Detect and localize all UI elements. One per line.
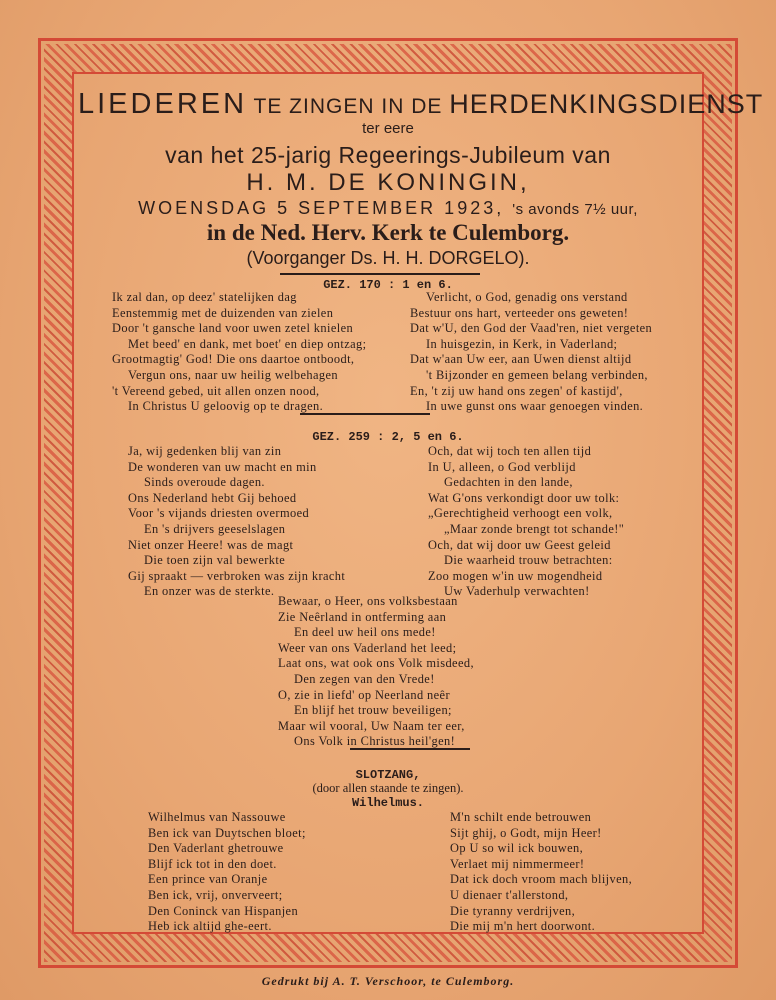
koningin-line: H. M. DE KONINGIN, [246, 169, 530, 196]
verse-line: In uwe gunst ons waar genoegen vinden. [426, 399, 644, 414]
verse-line: Ben ick, vrij, onverveert; [148, 887, 283, 902]
church-line: in de Ned. Herv. Kerk te Culemborg. [206, 220, 570, 245]
divider-rule [300, 413, 430, 415]
gez1-heading: GEZ. 170 : 1 en 6. [323, 278, 453, 292]
verse-line: Niet onzer Heere! was de magt [128, 537, 294, 552]
verse-line: Blijf ick tot in den doet. [148, 856, 277, 871]
verse-line: M'n schilt ende betrouwen [450, 810, 592, 824]
verse-line: Ons Volk in Christus heil'gen! [294, 734, 456, 749]
divider-rule [280, 273, 480, 275]
verse-line: En deel uw heil ons mede! [294, 625, 436, 640]
wilhelmus-left-verse [148, 810, 306, 935]
voorganger-line: (Voorganger Ds. H. H. DORGELO). [246, 248, 530, 268]
verse-line: Gij spraakt — verbroken was zijn kracht [128, 568, 346, 583]
verse-line: In Christus U geloovig op te dragen. [128, 399, 324, 414]
gez1-left-verse [112, 290, 366, 415]
verse-line: Met beed' en dank, met boet' en diep ontzag; [128, 336, 367, 351]
verse-line: „Gerechtigheid verhoogt een volk, [428, 506, 613, 521]
verse-line: In U, alleen, o God verblijd [428, 459, 576, 474]
verse-line: 't Bijzonder en gemeen belang verbinden, [426, 367, 648, 382]
wilhelmus-right-verse [450, 810, 632, 935]
verse-line: Uw Vaderhulp verwachten! [444, 584, 590, 599]
ter-eere: ter eere [362, 120, 414, 137]
verse-line: Die mij m'n hert doorwont. [450, 919, 596, 934]
verse-line: Den Vaderlant ghetrouwe [148, 841, 284, 856]
date-text: WOENSDAG 5 SEPTEMBER 1923, [138, 198, 505, 218]
verse-line: In huisgezin, in Kerk, in Vaderland; [426, 336, 618, 351]
verse-line: Een prince van Oranje [148, 872, 268, 887]
verse-line: Op U so wil ick bouwen, [450, 841, 584, 856]
title-word-herdenkingsdienst: HERDENKINGSDIENST [449, 89, 764, 119]
jubileum-line: van het 25-jarig Regeerings-Jubileum van [165, 142, 611, 168]
gez2-left-verse [128, 444, 345, 600]
song-title: Wilhelmus. [351, 796, 424, 810]
verse-line: Wilhelmus van Nassouwe [148, 810, 286, 824]
verse-line: Die tyranny verdrijven, [450, 903, 576, 918]
verse-line: En onzer was de sterkte. [144, 584, 275, 599]
verse-line: Die toen zijn val bewerkte [144, 553, 286, 568]
verse-line: O, zie in liefd' op Neerland neêr [278, 687, 450, 702]
verse-line: Heb ick altijd ghe-eert. [148, 919, 272, 934]
verse-line: Zoo mogen w'in uw mogendheid [428, 568, 603, 583]
verse-line: Ja, wij gedenken blij van zin [128, 444, 282, 458]
verse-line: En 's drijvers geeselslagen [144, 521, 286, 536]
verse-line: En blijf het trouw beveiligen; [294, 703, 452, 718]
verse-line: „Maar zonde brengt tot schande!" [444, 521, 625, 536]
verse-line: Door 't gansche land voor uwen zetel knielen [112, 321, 354, 336]
title-middle: TE ZINGEN IN DE [253, 95, 443, 118]
verse-line: Bewaar, o Heer, ons volksbestaan [278, 594, 458, 608]
verse-line: Zie Neêrland in ontferming aan [278, 609, 447, 624]
verse-line: Eenstemmig met de duizenden van zielen [112, 305, 334, 320]
verse-line: En, 't zij uw hand ons zegen' of kastijd', [410, 383, 623, 398]
date-line [78, 198, 698, 219]
title-word-liederen: LIEDEREN [78, 88, 248, 120]
verse-line: Och, dat wij door uw Geest geleid [428, 537, 611, 552]
verse-line: Dat ick doch vroom mach blijven, [450, 872, 633, 887]
divider-rule [350, 748, 470, 750]
verse-line: U dienaer t'allerstond, [450, 887, 569, 902]
verse-line: Wat G'ons verkondigt door uw tolk: [428, 490, 620, 505]
verse-line: Grootmagtig' God! Die ons daartoe ontboodt, [112, 352, 355, 367]
gez1-right-verse [410, 290, 652, 415]
verse-line: Den Coninck van Hispanjen [148, 903, 299, 918]
verse-line: Weer van ons Vaderland het leed; [278, 640, 457, 655]
verse-line: Den zegen van den Vrede! [294, 671, 435, 686]
verse-line: Die waarheid trouw betrachten: [444, 553, 613, 568]
verse-line: Sijt ghij, o Godt, mijn Heer! [450, 825, 602, 840]
verse-line: Gedachten in den lande, [444, 475, 573, 490]
gez2-heading: GEZ. 259 : 2, 5 en 6. [312, 430, 464, 444]
verse-line: Verlaet mij nimmermeer! [450, 856, 585, 871]
verse-line: Dat w'aan Uw eer, aan Uwen dienst altijd [410, 352, 632, 367]
verse-line: Sinds overoude dagen. [144, 475, 265, 490]
verse-line: Ben ick van Duytschen bloet; [148, 825, 306, 840]
verse-line: Maar wil vooral, Uw Naam ter eer, [278, 718, 465, 733]
slotzang-heading: SLOTZANG, [355, 768, 421, 782]
gez2-right-verse [428, 444, 624, 600]
verse-line: Dat w'U, den God der Vaad'ren, niet vergeten [410, 321, 653, 336]
verse-line: Ons Nederland hebt Gij behoed [128, 490, 297, 505]
verse-line: Voor 's vijands driesten overmoed [128, 506, 310, 521]
verse-line: Ik zal dan, op deez' statelijken dag [112, 290, 297, 304]
verse-line: Och, dat wij toch ten allen tijd [428, 444, 592, 458]
verse-line: Verlicht, o God, genadig ons verstand [426, 290, 628, 304]
printer-credit: Gedrukt bij A. T. Verschoor, te Culemborg. [261, 974, 515, 988]
time-text: 's avonds 7½ uur, [512, 201, 638, 218]
main-title [78, 88, 764, 121]
verse-line: Vergun ons, naar uw heilig welbehagen [128, 367, 339, 382]
verse-line: 't Vereend gebed, uit allen onzen nood, [112, 383, 320, 398]
slotzang-sub: (door allen staande te zingen). [312, 781, 464, 795]
verse-line: Laat ons, wat ook ons Volk misdeed, [278, 656, 474, 671]
verse-line: De wonderen van uw macht en min [128, 459, 317, 474]
verse-line: Bestuur ons hart, verteeder ons geweten! [410, 305, 629, 320]
gez2-center-verse [278, 594, 474, 750]
